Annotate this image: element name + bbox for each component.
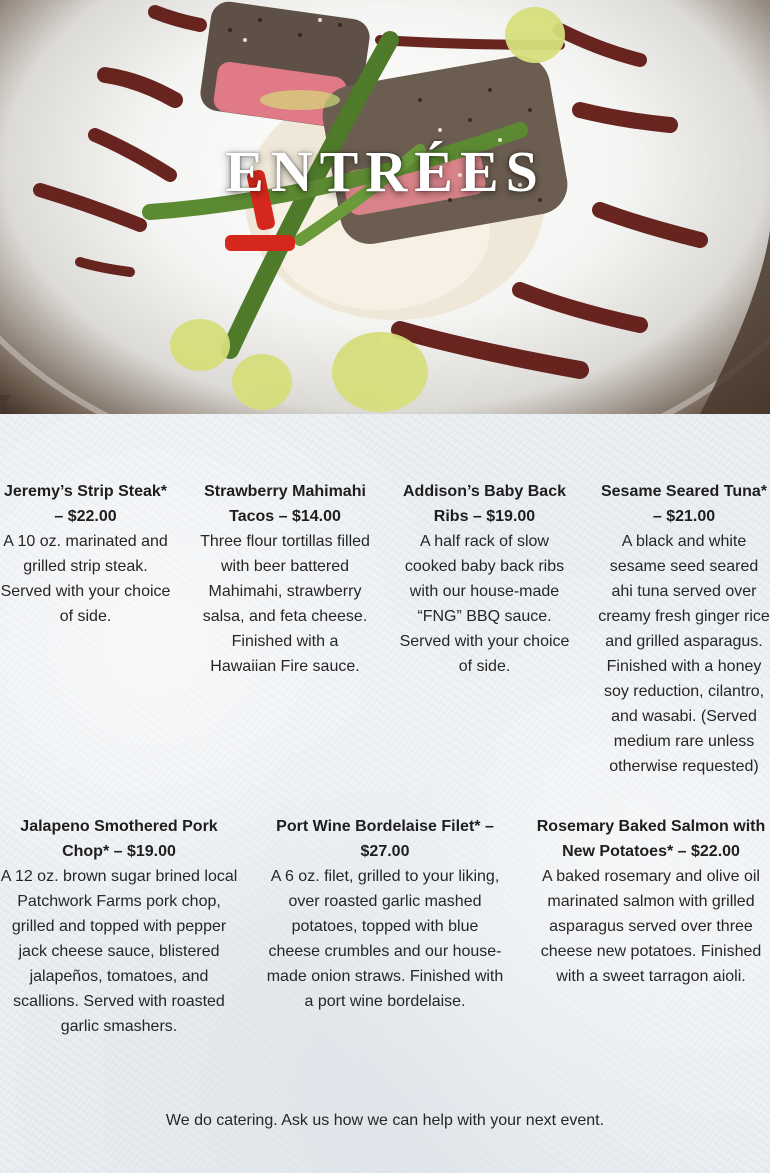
entree-plate-photo [0,0,770,414]
menu-item-mahimahi-tacos [199,479,371,679]
menu-item-description: A black and white sesame seed seared ahi tuna served over creamy fresh ginger rice and grilled asparagus. Finished with a honey soy reduction, cilantro, and wasabi. (Served medium rare unless otherwise requested) [598,533,770,775]
menu-item-description: A 6 oz. filet, grilled to your liking, over roasted garlic mashed potatoes, topped with blue cheese crumbles and our house-made onion straws. Finished with a port wine bordelaise. [266,868,504,1010]
menu-item-strip-steak [0,479,171,629]
menu-item-sesame-tuna [598,479,770,779]
menu-item-description: A 12 oz. brown sugar brined local Patchwork Farms pork chop, grilled and topped with pepper jack cheese sauce, blistered jalapeños, tomatoes, and scallions. Served with roasted garlic smashers. [0,868,238,1035]
hero-banner [0,0,770,414]
entrees-menu [0,414,770,1173]
menu-item-rosemary-salmon [532,814,770,989]
menu-item-description: Three flour tortillas filled with beer battered Mahimahi, strawberry salsa, and feta cheese. Finished with a Hawaiian Fire sauce. [200,533,370,675]
menu-item-description: A baked rosemary and olive oil marinated salmon with grilled asparagus served over three cheese new potatoes. Finished with a sweet tarragon aioli. [540,868,762,985]
menu-item-name: Strawberry Mahimahi Tacos – $14.00 [204,483,366,525]
catering-note: We do catering. Ask us how we can help with your next event. [165,1112,605,1129]
menu-item-description: A half rack of slow cooked baby back ribs with our house-made “FNG” BBQ sauce. Served with your choice of side. [399,533,570,675]
menu-item-name: Sesame Seared Tuna* – $21.00 [600,483,767,525]
menu-item-name: Jalapeno Smothered Pork Chop* – $19.00 [20,818,218,860]
menu-item-baby-back-ribs [399,479,570,679]
menu-item-name: Port Wine Bordelaise Filet* – $27.00 [276,818,494,860]
page-title: ENTRÉES [225,139,545,204]
menu-item-name: Rosemary Baked Salmon with New Potatoes* – $22.00 [536,818,766,860]
menu-item-description: A 10 oz. marinated and grilled strip steak. Served with your choice of side. [0,533,171,625]
menu-item-name: Addison’s Baby Back Ribs – $19.00 [402,483,566,525]
menu-item-bordelaise-filet [266,814,504,1014]
menu-item-pork-chop [0,814,238,1039]
menu-item-name: Jeremy’s Strip Steak* – $22.00 [3,483,168,525]
